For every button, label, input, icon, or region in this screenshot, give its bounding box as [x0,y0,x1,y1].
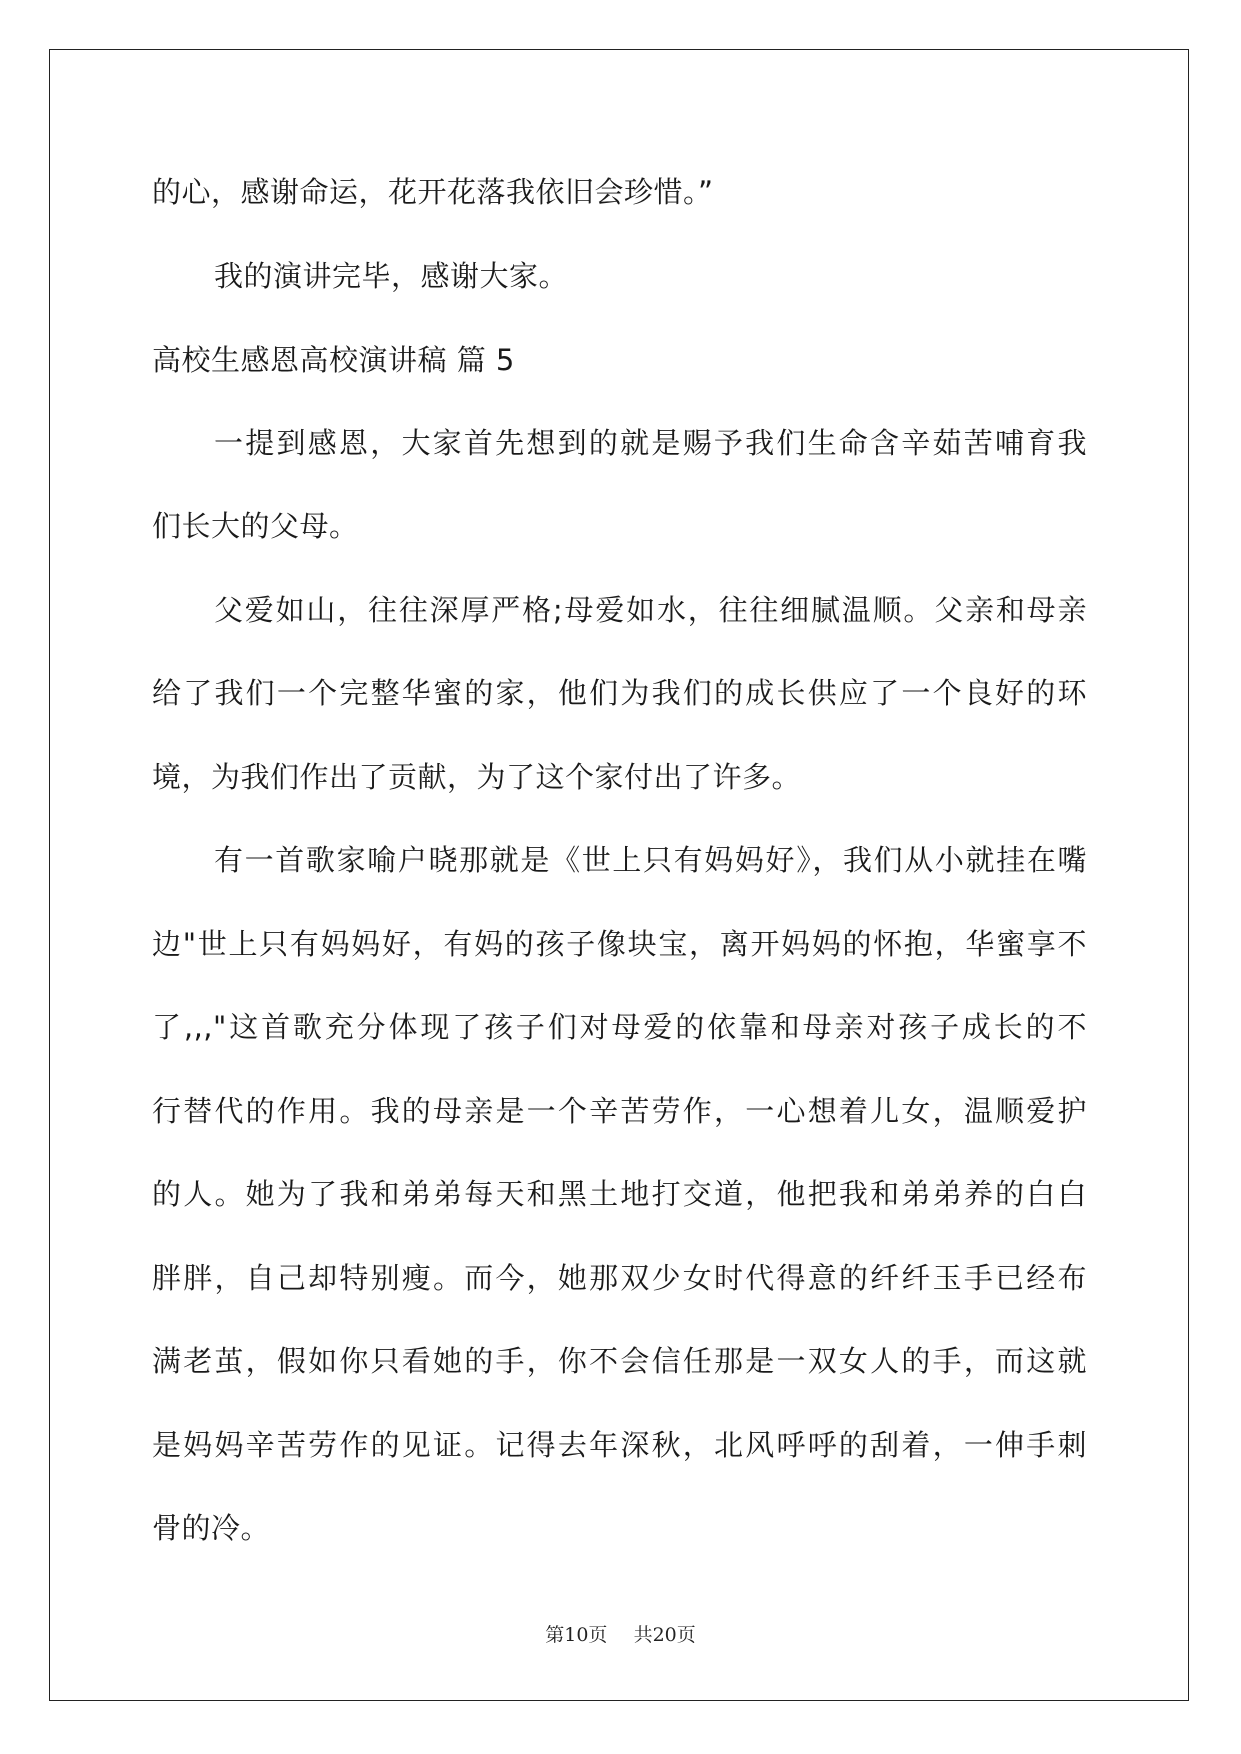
body-line: 的人。她为了我和弟弟每天和黑土地打交道，他把我和弟弟养的白白 [152,1177,1087,1211]
body-line: 了,,,"这首歌充分体现了孩子们对母爱的依靠和母亲对孩子成长的不 [152,1010,1087,1044]
current-page-number: 第10页 [545,1624,608,1646]
body-line: 我的演讲完毕，感谢大家。 [214,259,569,293]
body-line: 给了我们一个完整华蜜的家，他们为我们的成长供应了一个良好的环 [152,676,1087,710]
body-line: 是妈妈辛苦劳作的见证。记得去年深秋，北风呼呼的刮着，一伸手刺 [152,1428,1087,1462]
body-line: 父爱如山，往往深厚严格;母爱如水，往往细腻温顺。父亲和母亲 [214,593,1087,627]
body-line: 骨的冷。 [152,1511,271,1545]
body-line: 的心，感谢命运，花开花落我依旧会珍惜。” [152,175,714,209]
body-line: 胖胖，自己却特别瘦。而今，她那双少女时代得意的纤纤玉手已经布 [152,1261,1087,1295]
body-line: 有一首歌家喻户晓那就是《世上只有妈妈好》，我们从小就挂在嘴 [214,843,1087,877]
page-footer [0,1620,1241,1647]
body-line: 边"世上只有妈妈好，有妈的孩子像块宝，离开妈妈的怀抱，华蜜享不 [152,927,1087,961]
body-line: 们长大的父母。 [152,509,359,543]
body-line: 行替代的作用。我的母亲是一个辛苦劳作，一心想着儿女，温顺爱护 [152,1094,1087,1128]
total-page-count: 共20页 [633,1624,696,1646]
body-line: 一提到感恩，大家首先想到的就是赐予我们生命含辛茹苦哺育我 [214,426,1087,460]
body-line: 境，为我们作出了贡献，为了这个家付出了许多。 [152,760,802,794]
body-line: 满老茧，假如你只看她的手，你不会信任那是一双女人的手，而这就 [152,1344,1087,1378]
section-heading: 高校生感恩高校演讲稿 篇 5 [152,343,515,377]
